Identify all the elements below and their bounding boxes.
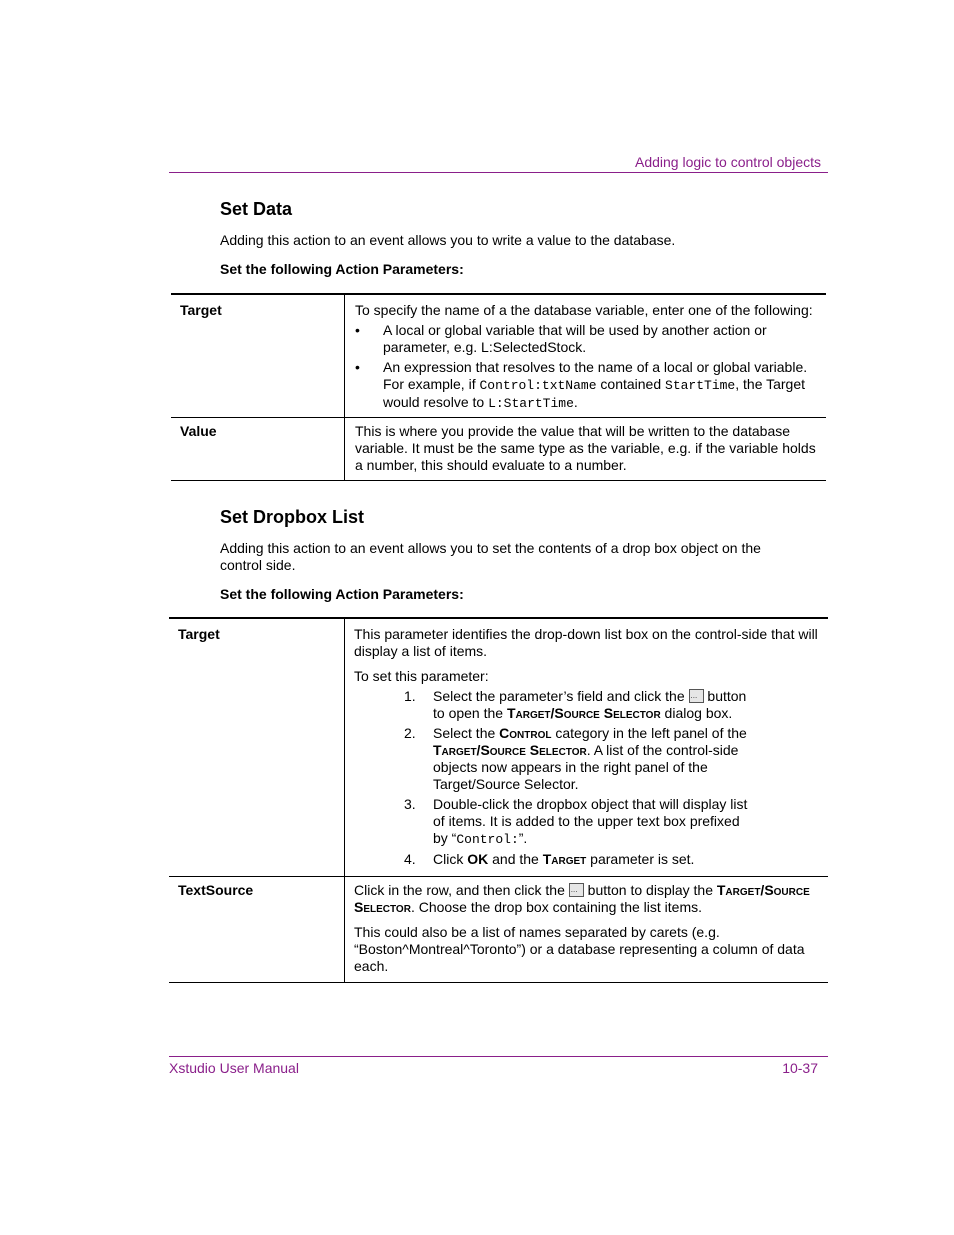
set-data-params-label: Set the following Action Parameters:	[220, 261, 464, 277]
list-item: • A local or global variable that will be used by another action or parameter, e.g. L:SelectedStock.	[355, 322, 767, 355]
running-header: Adding logic to control objects	[635, 154, 821, 170]
param-desc-value: This is where you provide the value that will be written to the database variable. It must be the same type as the variable, e.g. if the variable holds a number, this should evaluate to a number.	[355, 423, 816, 473]
param-desc-target	[354, 626, 822, 871]
set-dropbox-table	[169, 617, 828, 983]
footer-manual-title: Xstudio User Manual	[169, 1060, 299, 1076]
set-dropbox-heading: Set Dropbox List	[220, 507, 365, 527]
list-item: 4. Click OK and the Target parameter is set.	[404, 851, 695, 867]
footer-rule	[169, 1056, 828, 1057]
set-dropbox-intro: Adding this action to an event allows you to set the contents of a drop box object on the control side.	[220, 540, 761, 573]
table-row	[171, 417, 826, 480]
list-item: • An expression that resolves to the name of a local or global variable. For example, if Control:txtName contained StartTime, the Target would resolve to L:StartTime.	[355, 359, 808, 411]
footer-page-number: 10-37	[782, 1060, 818, 1076]
code-control-txtname: Control:txtName	[479, 378, 597, 393]
target-instructions: To set this parameter:	[354, 668, 489, 684]
list-item: 2. Select the Control category in the left panel of the Target/Source Selector. A list of the control-side objects now appears in the right panel of the Target/Source Selector.	[404, 725, 747, 792]
set-data-table	[171, 293, 826, 481]
list-item: 3. Double-click the dropbox object that will display list of items. It is added to the upper text box prefixed by “Control:”.	[404, 796, 748, 847]
param-desc-target	[355, 302, 820, 415]
set-data-heading: Set Data	[220, 199, 293, 219]
code-control: Control:	[456, 832, 519, 847]
target-desc: This parameter identifies the drop-down list box on the control-side that will display a list of items.	[354, 626, 818, 659]
param-label-target: Target	[178, 626, 220, 642]
param-label-target: Target	[180, 302, 222, 318]
set-dropbox-params-label: Set the following Action Parameters:	[220, 586, 464, 602]
param-label-textsource: TextSource	[178, 882, 254, 898]
ellipsis-button-icon	[569, 883, 584, 897]
table-row	[169, 876, 828, 982]
set-data-intro: Adding this action to an event allows you to write a value to the database.	[220, 232, 676, 248]
header-rule	[169, 172, 828, 173]
param-desc-textsource	[354, 882, 822, 983]
textsource-desc: Click in the row, and then click the ... button to display the Target/Source Selector. Choose the drop box containing the list items.	[354, 882, 822, 916]
param-label-value: Value	[180, 423, 217, 439]
list-item: 1. Select the parameter’s field and click the ... button to open the Target/Source Selector dialog box.	[354, 688, 754, 722]
code-l-starttime: L:StartTime	[488, 396, 574, 411]
table-row	[169, 619, 828, 876]
ellipsis-button-icon	[689, 689, 704, 703]
code-starttime: StartTime	[665, 378, 736, 393]
target-lead: To specify the name of a the database variable, enter one of the following:	[355, 302, 813, 318]
table-row	[171, 295, 826, 416]
textsource-note: This could also be a list of names separated by carets (e.g. “Boston^Montreal^Toronto”) or a database representing a column of data each.	[354, 924, 805, 974]
